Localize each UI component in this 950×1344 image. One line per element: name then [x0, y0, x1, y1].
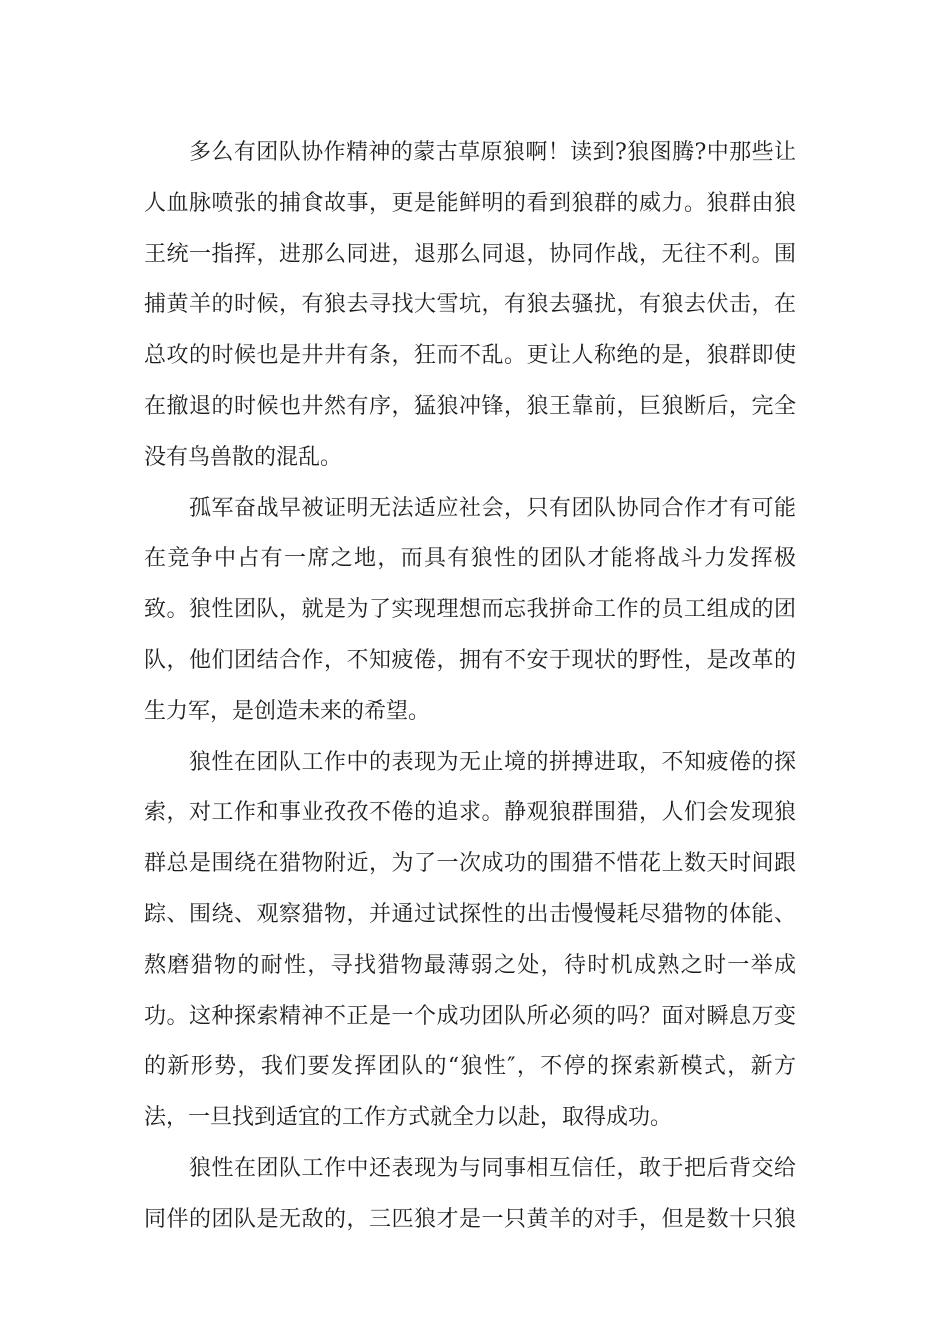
- text-line: 功。这种探索精神不正是一个成功团队所必须的吗？面对瞬息万变: [144, 1003, 796, 1029]
- text-line: 的新形势，我们要发挥团队的“狼性″，不停的探索新模式，新方: [144, 1054, 796, 1080]
- text-line: 多么有团队协作精神的蒙古草原狼啊！读到?狼图腾?中那些让: [189, 140, 796, 165]
- text-line: 狼性在团队工作中的表现为无止境的拼搏进取，不知疲倦的探: [189, 749, 796, 775]
- text-line: 在撤退的时候也井然有序，猛狼冲锋，狼王靠前，巨狼断后，完全: [144, 393, 796, 419]
- paragraph-2: [144, 484, 796, 738]
- paragraph-1: [144, 128, 796, 484]
- text-line: 狼性在团队工作中还表现为与同事相互信任，敢于把后背交给: [189, 1155, 796, 1181]
- text-line: 同伴的团队是无敌的，三匹狼才是一只黄羊的对手，但是数十只狼: [144, 1206, 796, 1232]
- text-line: 致。狼性团队，就是为了实现理想而忘我拼命工作的员工组成的团: [144, 597, 796, 623]
- text-line: 没有鸟兽散的混乱。: [144, 444, 343, 470]
- text-line: 总攻的时候也是井井有条，狂而不乱。更让人称绝的是，狼群即使: [144, 343, 796, 369]
- text-line: 队，他们团结合作，不知疲倦，拥有不安于现状的野性，是改革的: [144, 647, 796, 673]
- paragraph-4: [144, 1144, 796, 1246]
- text-line: 生力军，是创造未来的希望。: [144, 698, 431, 724]
- text-line: 捕黄羊的时候，有狼去寻找大雪坑，有狼去骚扰，有狼去伏击，在: [144, 292, 796, 318]
- text-line: 人血脉喷张的捕食故事，更是能鲜明的看到狼群的威力。狼群由狼: [144, 190, 796, 216]
- text-line: 群总是围绕在猎物附近，为了一次成功的围猎不惜花上数天时间跟: [144, 851, 796, 877]
- text-line: 索，对工作和事业孜孜不倦的追求。静观狼群围猎，人们会发现狼: [144, 800, 796, 826]
- text-line: 踪、围绕、观察猎物，并通过试探性的出击慢慢耗尽猎物的体能、: [144, 901, 796, 927]
- text-line: 熬磨猎物的耐性，寻找猎物最薄弱之处，待时机成熟之时一举成: [144, 952, 796, 978]
- paragraph-3: [144, 738, 796, 1144]
- text-line: 王统一指挥，进那么同进，退那么同退，协同作战，无往不利。围: [144, 241, 796, 267]
- text-line: 在竞争中占有一席之地，而具有狼性的团队才能将战斗力发挥极: [144, 546, 796, 572]
- text-line: 法，一旦找到适宜的工作方式就全力以赴，取得成功。: [144, 1105, 673, 1131]
- document-body: [144, 128, 796, 1246]
- text-line: 孤军奋战早被证明无法适应社会，只有团队协同合作才有可能: [189, 495, 796, 521]
